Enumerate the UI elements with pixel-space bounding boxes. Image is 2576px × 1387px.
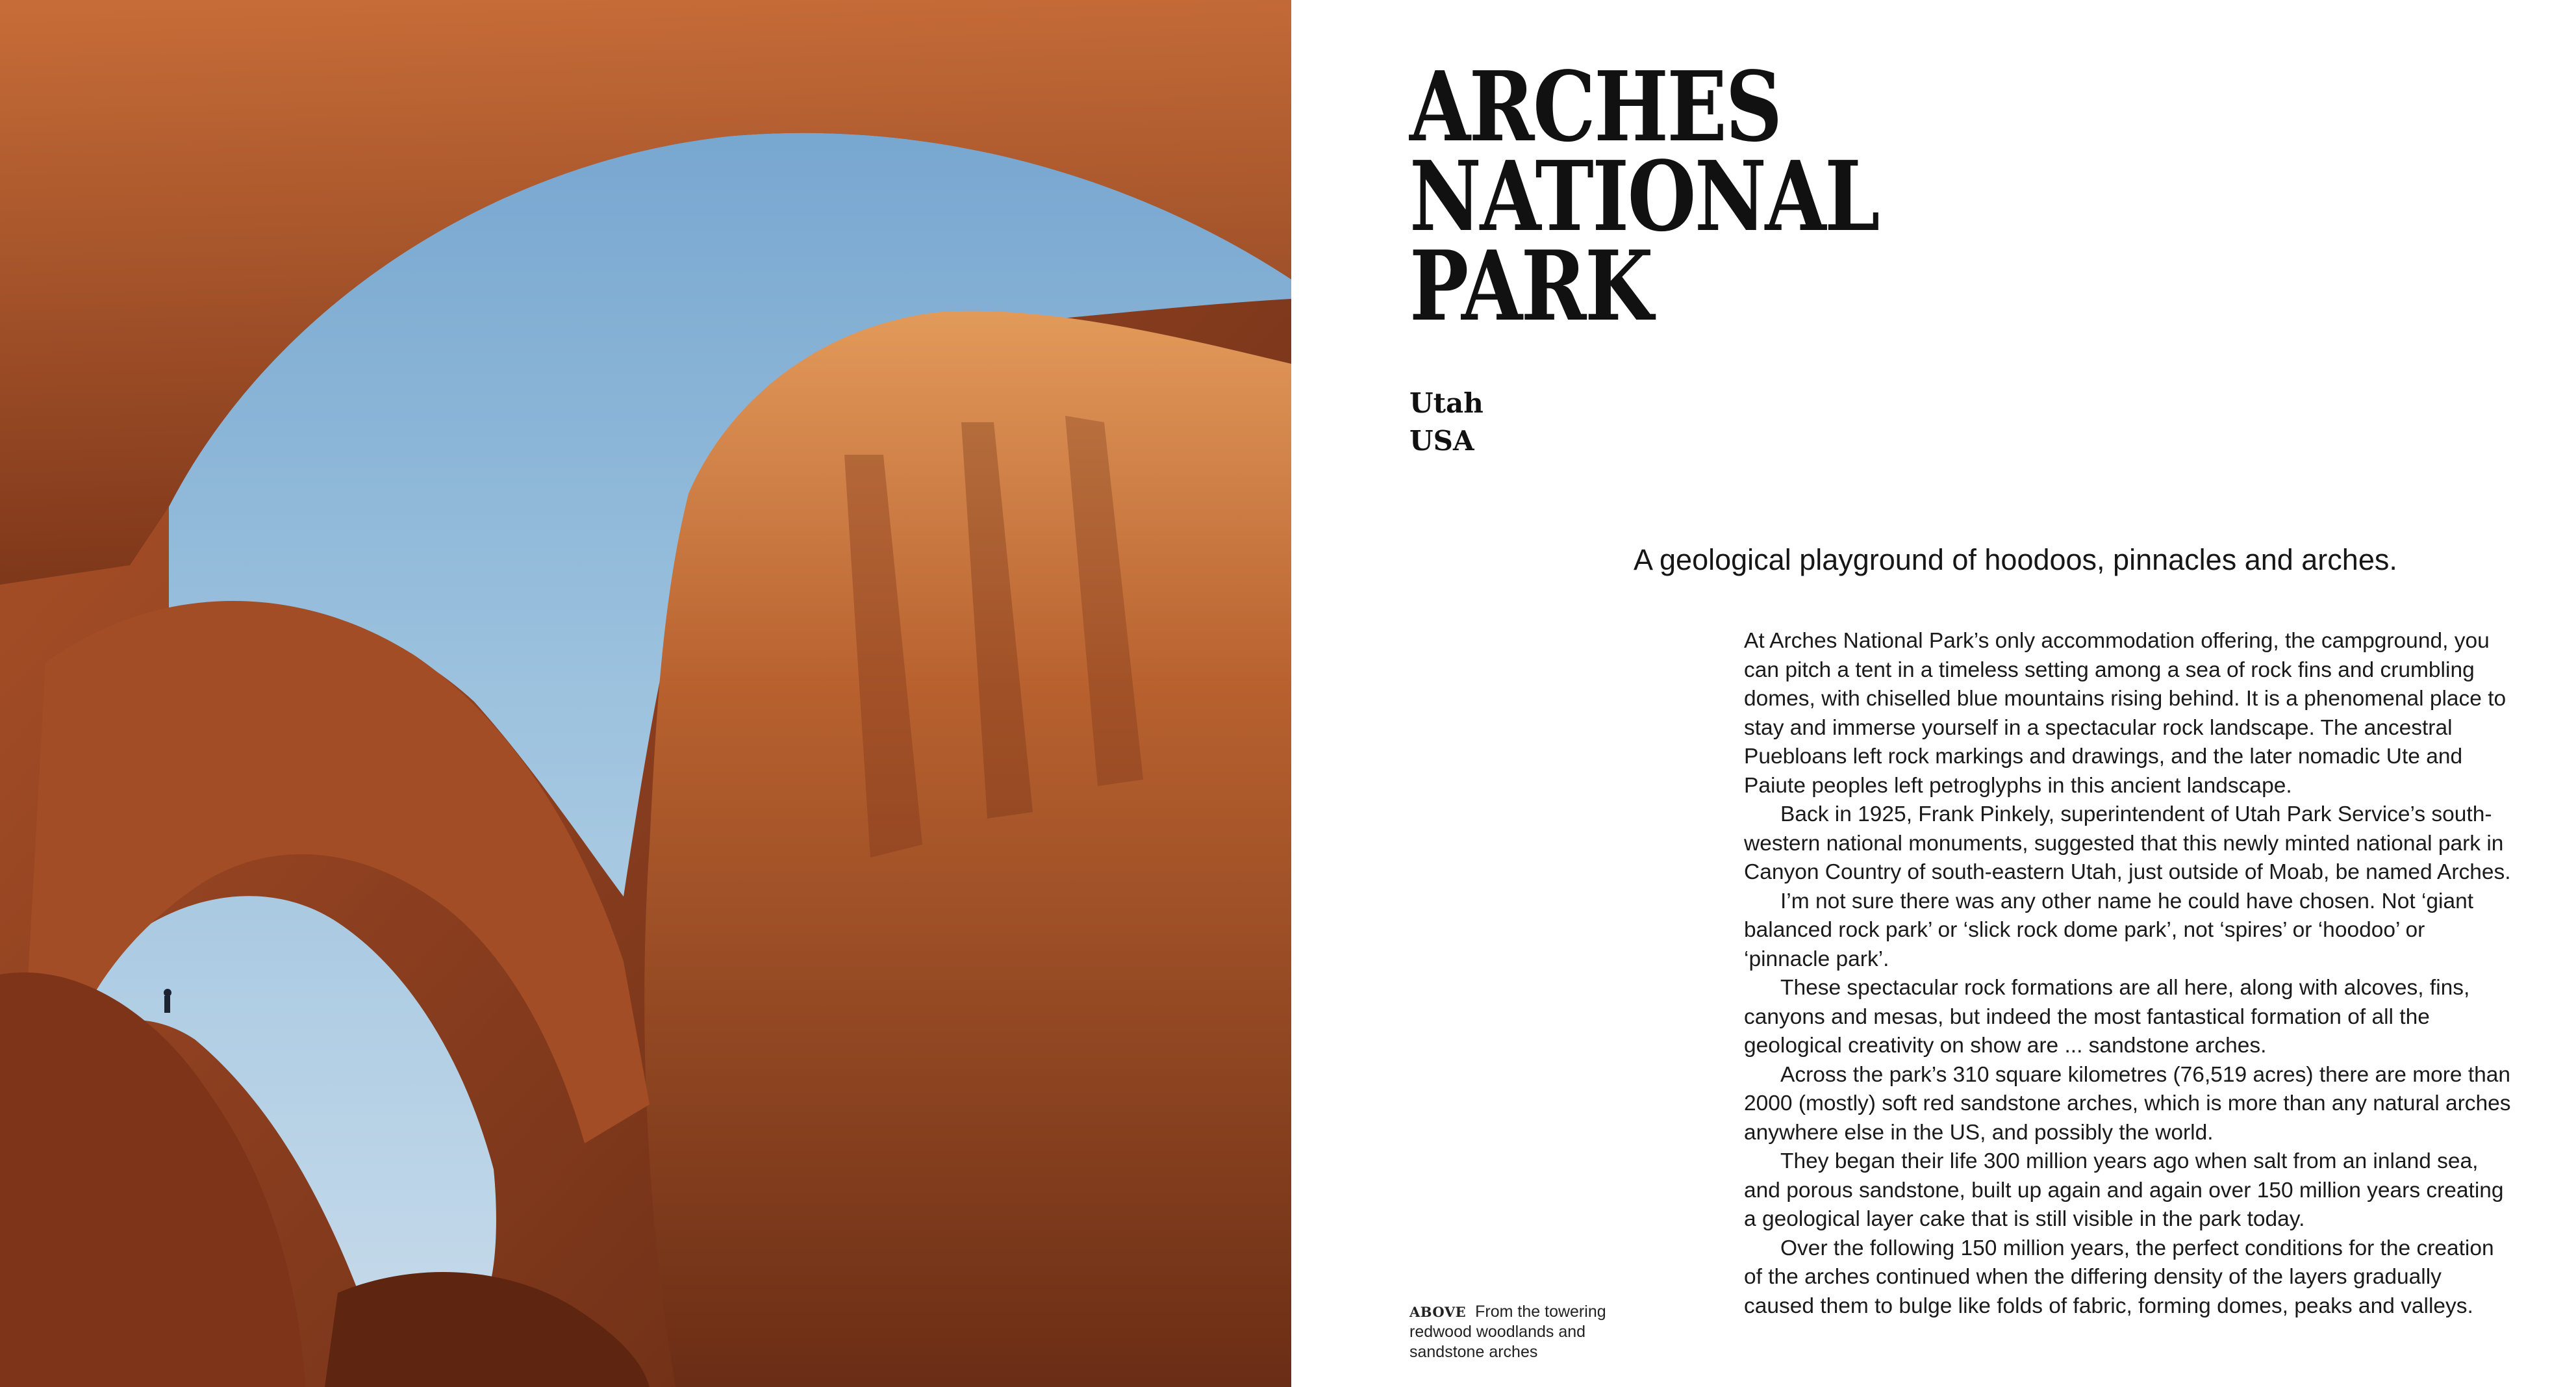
location-region: Utah [1409,387,1484,419]
caption-label: ABOVE [1409,1304,1467,1320]
body-paragraph: These spectacular rock formations are all here, along with alcoves, fins, canyons and mesas, but indeed the most fantastical formation of all the geological creativity on show are ... sandstone arches. [1744,976,2470,1058]
location-country: USA [1409,425,1474,457]
caption-text: From the towering redwood woodlands and sandstone arches [1409,1303,1606,1361]
body-paragraph: I’m not sure there was any other name he could have chosen. Not ‘giant balanced rock park’ or ‘slick rock dome park’, not ‘spires’ or ‘hoodoo’ or ‘pinnacle park’. [1744,889,2474,971]
article-body [1744,627,2514,1321]
body-paragraph: Over the following 150 million years, the perfect conditions for the creation of the arches continued when the differing density of the layers gradually caused them to bulge like folds of fabric, forming domes, peaks and valleys. [1744,1236,2494,1318]
title-line-3: PARK [1409,229,1652,342]
body-paragraph: Back in 1925, Frank Pinkely, superintendent of Utah Park Service’s south-western national monuments, suggested that this newly minted national park in Canyon Country of south-eastern Utah, just outside of Moab, be named Arches. [1744,802,2511,884]
body-paragraph: They began their life 300 million years ago when salt from an inland sea, and porous sandstone, built up again and again over 150 million years creating a geological layer cake that is still visible in the park today. [1744,1149,2504,1231]
body-paragraph: At Arches National Park’s only accommodation offering, the campground, you can pitch a tent in a timeless setting among a sea of rock fins and crumbling domes, with chiselled blue mountains rising behind. It is a phenomenal place to stay and immerse yourself in a spectacular rock landscape. The ancestral Puebloans left rock markings and drawings, and the later nomadic Ute and Paiute peoples left petroglyphs in this ancient landscape. [1744,629,2507,798]
location-block [1409,385,1484,460]
standfirst: A geological playground of hoodoos, pinnacles and arches. [1634,543,2397,576]
photo-caption [1409,1302,1624,1362]
title-line-1: ARCHES [1409,50,1781,163]
page-title [1409,50,1878,342]
body-paragraph: Across the park’s 310 square kilometres (76,519 acres) there are more than 2000 (mostly) soft red sandstone arches, which is more than any natural arches anywhere else in the US, and possibly the world. [1744,1062,2511,1145]
title-line-2: NATIONAL [1409,140,1878,253]
